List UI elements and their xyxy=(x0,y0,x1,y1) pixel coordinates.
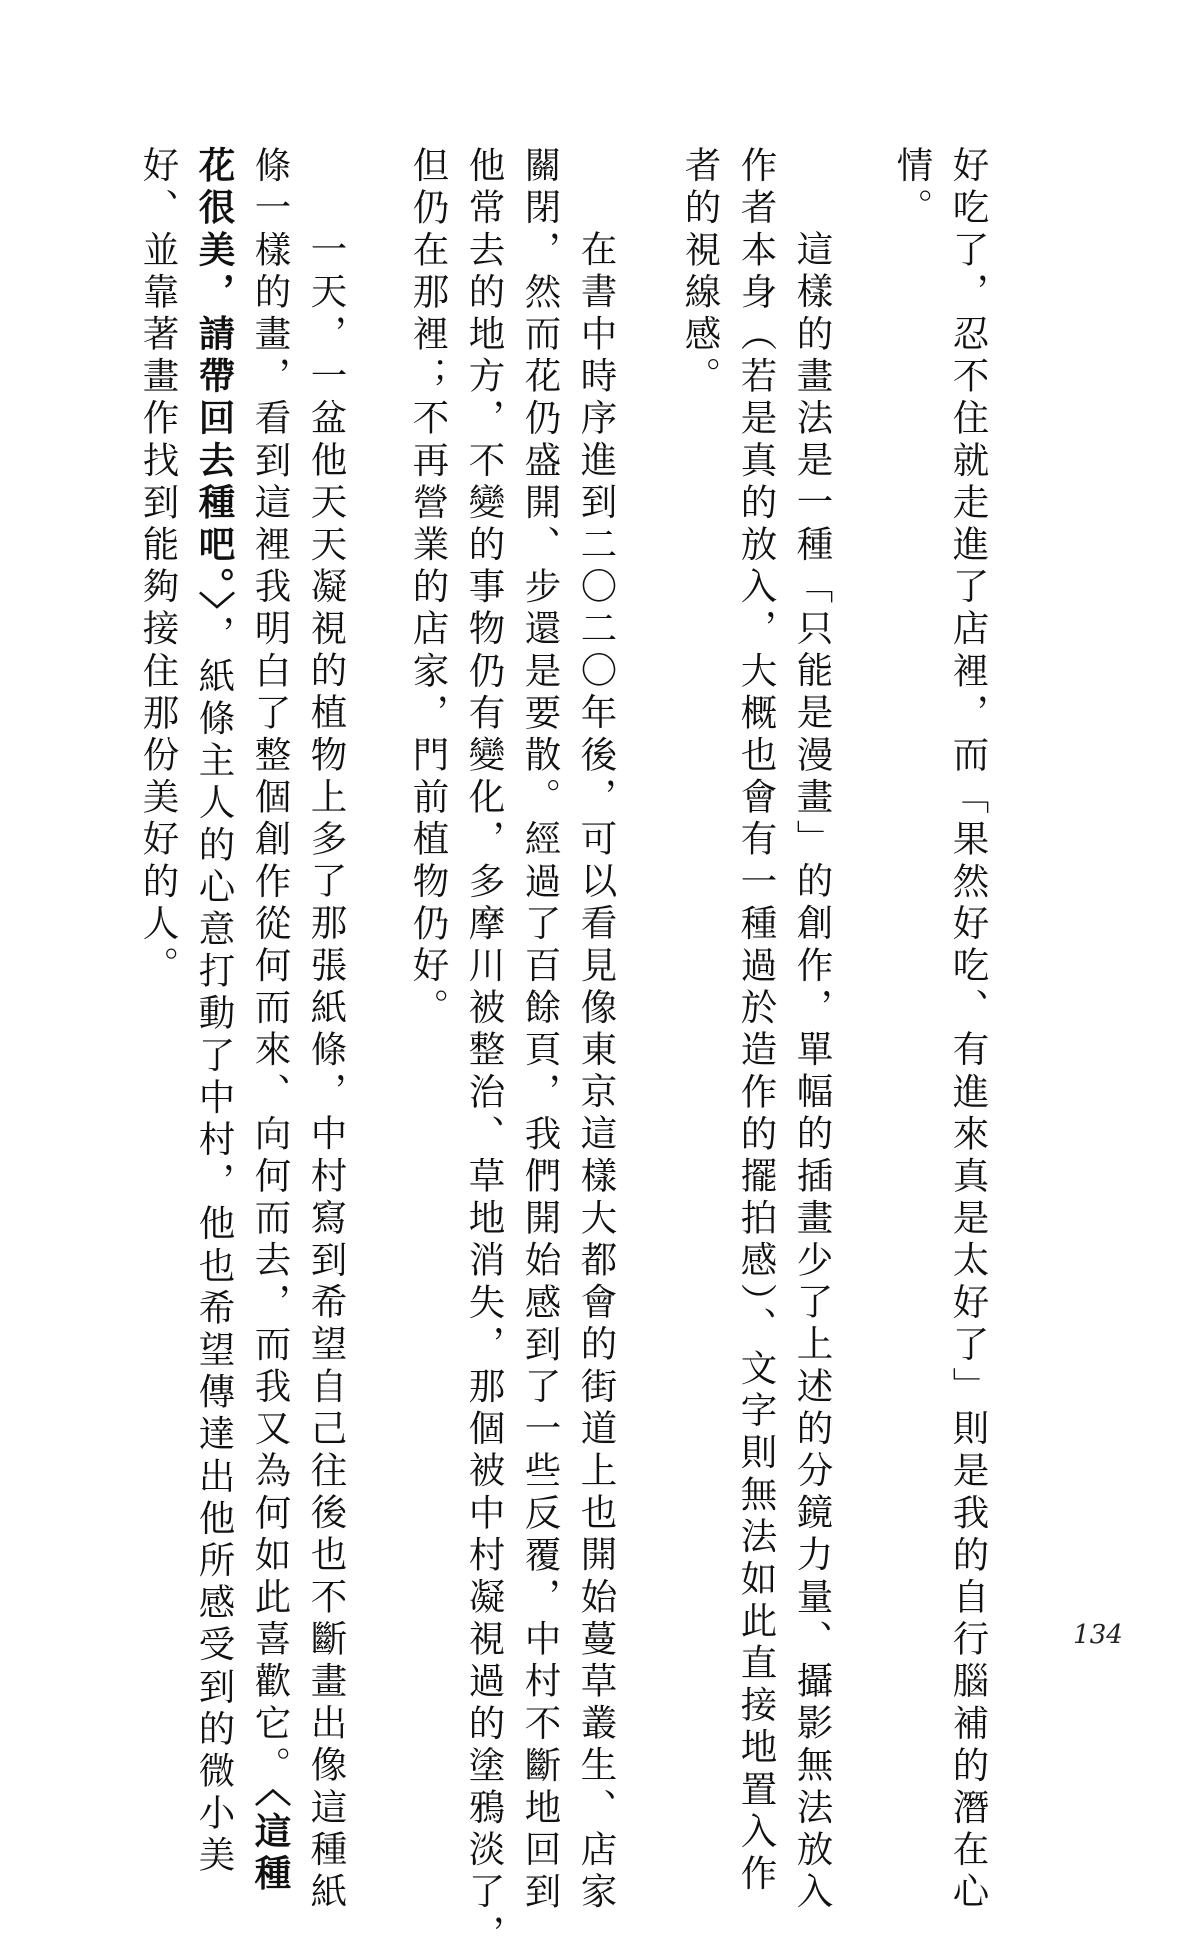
text-run: 這樣的畫法是一種「只能是漫畫」的創作，單幅的插畫少了上述的分鏡力量、攝影無法放入 xyxy=(791,230,834,1914)
text-column xyxy=(728,146,784,1896)
text-column xyxy=(672,146,728,1566)
text-column xyxy=(130,146,186,1566)
text-run: 一天，一盆他天天凝視的植物上多了那張紙條，中村寫到希望自己往後也不斷畫出像這種紙 xyxy=(305,230,348,1914)
text-column xyxy=(186,146,242,1878)
paragraph-start-column xyxy=(784,146,840,1914)
text-run: 但仍在那裡；不再營業的店家，門前植物仍好。 xyxy=(407,146,450,1031)
text-column xyxy=(512,146,568,1915)
text-run: 好吃了，忍不住就走進了店裡，而「果然好吃、有進來真是太好了」則是我的自行腦補的潛在心 xyxy=(947,146,990,1915)
text-run: ，紙條主人的心意打動了中村，他也希望傳達出他所感受到的微小美 xyxy=(193,614,236,1878)
bold-quote-run: 〈這種 xyxy=(249,1787,292,1896)
text-run: 者的視線感。 xyxy=(679,146,722,399)
text-run: 好、並靠著畫作找到能夠接住那份美好的人。 xyxy=(137,146,180,988)
text-column xyxy=(400,146,456,1566)
text-run: 作者本身（若是真的放入，大概也會有一種過於造作的擺拍感）、文字則無法如此直接地置入作 xyxy=(735,146,778,1896)
text-run: 條一樣的畫，看到這裡我明白了整個創作從何而來、向何而去，而我又為何如此喜歡它。 xyxy=(249,146,292,1788)
text-column xyxy=(940,146,996,1915)
text-column xyxy=(884,146,940,1566)
page-number: 134 xyxy=(1073,1620,1123,1650)
bold-quote-run: 花很美，請帶回去種吧。〉 xyxy=(193,146,236,615)
text-run: 他常去的地方，不變的事物仍有變化，多摩川被整治、草地消失，那個被中村凝視過的塗鴉淡了， xyxy=(463,146,506,1956)
text-column xyxy=(456,146,512,1956)
paragraph-start-column xyxy=(568,146,624,1914)
paragraph-start-column xyxy=(298,146,354,1914)
text-run: 在書中時序進到二〇二〇年後，可以看見像東京這樣大都會的街道上也開始蔓草叢生、店家 xyxy=(575,230,618,1914)
text-run: 關閉，然而花仍盛開、步還是要散。經過了百餘頁，我們開始感到了一些反覆，中村不斷地回到 xyxy=(519,146,562,1915)
text-column xyxy=(242,146,298,1896)
text-run: 情。 xyxy=(891,146,934,231)
